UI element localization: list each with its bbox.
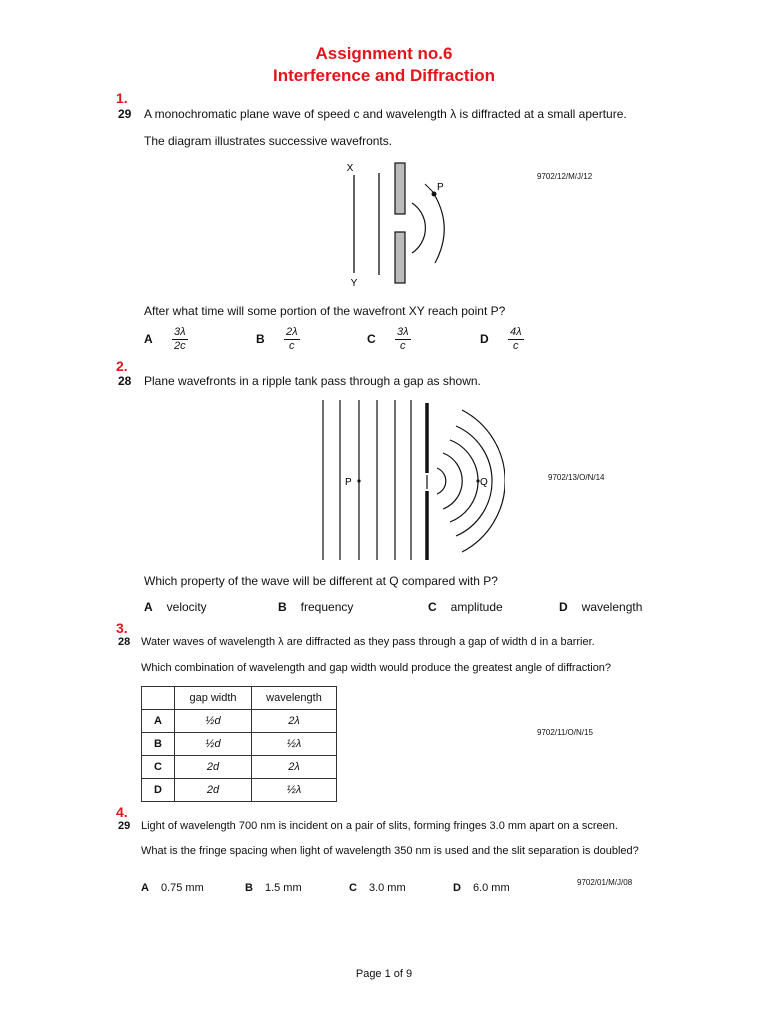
question-2-number: 28: [118, 374, 132, 388]
label-p: P: [437, 182, 444, 193]
q1-option-c: C $\frac{3\lambda}{c}$: [367, 326, 409, 352]
question-2-reference: 9702/13/O/N/14: [548, 473, 605, 482]
q1-option-d: D $\frac{4\lambda}{c}$: [480, 326, 522, 352]
header-gap-width: gap width: [175, 687, 252, 710]
question-1-label: 1.: [116, 90, 128, 106]
question-3-number: 28: [118, 636, 131, 648]
ripple-tank-diagram: [315, 398, 505, 562]
q2-option-d: D wavelength: [559, 600, 643, 614]
q4-option-b: B 1.5 mm: [245, 882, 302, 894]
question-4-reference: 9702/01/M/J/08: [577, 878, 633, 887]
barrier-upper: [395, 163, 405, 214]
question-2-label: 2.: [116, 358, 128, 374]
cell-wave: 2λ: [252, 756, 337, 779]
label-q: Q: [480, 477, 488, 488]
q1-option-a: A $\frac{3\lambda}{2c}$: [144, 326, 186, 352]
label-p2: P: [345, 477, 352, 488]
question-3-label: 3.: [116, 620, 128, 636]
question-4-number: 29: [118, 820, 131, 832]
question-3-table: [141, 686, 337, 802]
cell-gap: ½d: [175, 710, 252, 733]
title-line-1: Assignment no.6: [315, 44, 453, 63]
table-row-letter: A: [142, 710, 175, 733]
q2-option-a: A velocity: [144, 600, 207, 614]
question-1-text: A monochromatic plane wave of speed c and wavelength λ is diffracted at a small aperture.: [144, 107, 627, 121]
label-y: Y: [350, 278, 358, 289]
cell-wave: ½λ: [252, 779, 337, 802]
diffracted-wavefront: [412, 203, 425, 253]
q4-option-d: D 6.0 mm: [453, 882, 510, 894]
question-1-number: 29: [118, 107, 132, 121]
table-row-letter: B: [142, 733, 175, 756]
question-1-prompt: After what time will some portion of the wavefront XY reach point P?: [144, 304, 506, 318]
question-1-reference: 9702/12/M/J/12: [537, 172, 593, 181]
wavefront-arc-p: [434, 194, 444, 263]
q2-option-b: B frequency: [278, 600, 354, 614]
table-row-letter: D: [142, 779, 175, 802]
q2-option-c: C amplitude: [428, 600, 503, 614]
question-1-subtext: The diagram illustrates successive wavefronts.: [144, 134, 393, 148]
title-line-2: Interference and Diffraction: [273, 66, 495, 85]
question-2-text: Plane wavefronts in a ripple tank pass through a gap as shown.: [144, 374, 481, 388]
question-2-prompt: Which property of the wave will be different at Q compared with P?: [144, 574, 498, 588]
header-wavelength: wavelength: [252, 687, 337, 710]
table-row-letter: C: [142, 756, 175, 779]
cell-gap: ½d: [175, 733, 252, 756]
barrier-lower: [395, 232, 405, 283]
cell-wave: ½λ: [252, 733, 337, 756]
question-3-reference: 9702/11/O/N/15: [537, 728, 593, 737]
question-3-prompt: Which combination of wavelength and gap width would produce the greatest angle of diffraction?: [141, 662, 612, 674]
question-4-prompt: What is the fringe spacing when light of wavelength 350 nm is used and the slit separation is doubled?: [141, 845, 639, 857]
q4-option-c: C 3.0 mm: [349, 882, 406, 894]
cell-wave: 2λ: [252, 710, 337, 733]
label-x: X: [346, 163, 354, 174]
aperture-diagram: [330, 155, 470, 290]
cell-gap: 2d: [175, 756, 252, 779]
question-3-text: Water waves of wavelength λ are diffracted as they pass through a gap of width d in a barrier.: [141, 636, 595, 648]
question-4-label: 4.: [116, 804, 128, 820]
page-number: Page 1 of 9: [355, 968, 413, 980]
q4-option-a: A 0.75 mm: [141, 882, 204, 894]
q1-option-b: B $\frac{2\lambda}{c}$: [256, 326, 298, 352]
question-4-text: Light of wavelength 700 nm is incident on a pair of slits, forming fringes 3.0 mm apart on a screen.: [141, 820, 618, 832]
cell-gap: 2d: [175, 779, 252, 802]
